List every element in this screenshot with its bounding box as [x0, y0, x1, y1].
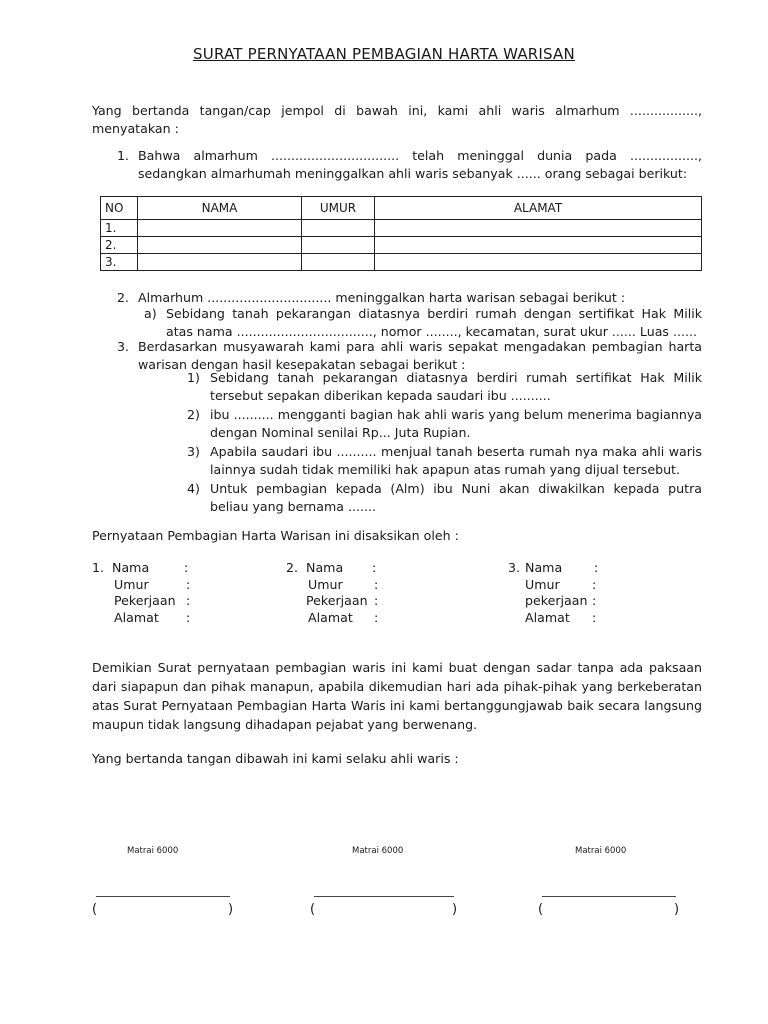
witness-umur-label: Umur	[525, 576, 560, 592]
witness-nama-label: Nama	[306, 560, 344, 575]
signature-paren-open-1: (	[92, 902, 98, 917]
col-no-header: NO	[101, 197, 138, 220]
item-3-text: Berdasarkan musyawarah kami para ahli waris sepakat mengadakan pembagian harta warisan dengan hasil kesepakatan sebagai berikut :	[138, 339, 702, 372]
witness-pekerjaan-label: pekerjaan	[525, 593, 588, 608]
cell-alamat	[375, 254, 702, 271]
cell-umur	[302, 254, 375, 271]
sub-3-label: 3)	[187, 444, 200, 459]
witness-nama-label: Nama	[525, 560, 563, 575]
witness-colon: :	[594, 560, 599, 575]
table-row	[101, 220, 702, 237]
intro-paragraph: Yang bertanda tangan/cap jempol di bawah ini, kami ahli waris almarhum ................., menyatakan :	[92, 103, 702, 136]
document-title: SURAT PERNYATAAN PEMBAGIAN HARTA WARISAN	[193, 45, 575, 63]
cell-umur	[302, 220, 375, 237]
matrai-label-1: Matrai 6000	[127, 846, 179, 856]
witness-alamat-label: Alamat	[525, 609, 570, 625]
signature-paren-close-2: )	[452, 902, 458, 917]
row-number: 1.	[101, 220, 138, 237]
sub-4-label: 4)	[187, 481, 200, 496]
sub-2-text: ibu .......... mengganti bagian hak ahli waris yang belum menerima bagiannya dengan Nominal senilai Rp... Juta Rupian.	[210, 407, 702, 440]
witness-colon: :	[374, 576, 379, 592]
item-2a-label: a)	[144, 306, 157, 321]
table-row	[101, 237, 702, 254]
cell-nama	[138, 237, 302, 254]
witness-colon: :	[592, 576, 597, 592]
witness-umur-label: Umur	[114, 576, 149, 592]
witness-colon: :	[374, 609, 379, 625]
item-1-text: Bahwa almarhum ................................ telah meninggal dunia pada ................., sedangkan almarhumah meninggalkan ahli waris sebanyak ...... orang sebagai berikut:	[138, 148, 702, 181]
sub-1-text: Sebidang tanah pekarangan diatasnya berdiri rumah sertifikat Hak Milik tersebut sepakan diberikan kepada saudari ibu ..........	[210, 370, 702, 403]
col-umur-header: UMUR	[302, 197, 375, 220]
item-1-number: 1.	[117, 148, 130, 163]
signature-line-1	[96, 896, 230, 897]
witness-colon: :	[592, 593, 597, 608]
witness-block-3	[508, 560, 598, 626]
witness-colon: :	[372, 560, 377, 575]
cell-nama	[138, 220, 302, 237]
witness-nama-label: Nama	[112, 560, 150, 575]
signature-paren-close-3: )	[674, 902, 680, 917]
signature-paren-open-2: (	[310, 902, 316, 917]
heirs-table	[100, 196, 702, 271]
witness-colon: :	[186, 576, 191, 592]
witness-block-1	[92, 560, 190, 626]
col-alamat-header: ALAMAT	[375, 197, 702, 220]
signature-line-3	[542, 896, 676, 897]
signature-line-2	[314, 896, 454, 897]
sub-4-text: Untuk pembagian kepada (Alm) ibu Nuni akan diwakilkan kepada putra beliau yang bernama .......	[210, 481, 702, 514]
sub-3-text: Apabila saudari ibu .......... menjual tanah beserta rumah nya maka ahli waris lainnya sudah tidak memiliki hak apapun atas rumah yang dijual tersebut.	[210, 444, 702, 477]
signature-paren-open-3: (	[538, 902, 544, 917]
witness-colon: :	[186, 609, 191, 625]
cell-alamat	[375, 220, 702, 237]
sub-1-label: 1)	[187, 370, 200, 385]
witness-number: 3.	[508, 560, 521, 575]
row-number: 2.	[101, 237, 138, 254]
item-2a-text: Sebidang tanah pekarangan diatasnya berdiri rumah dengan sertifikat Hak Milik atas nama .................................., nomor ........, kecamatan, surat ukur ...... Luas ......	[166, 306, 702, 339]
cell-nama	[138, 254, 302, 271]
matrai-label-3: Matrai 6000	[575, 846, 627, 856]
table-row	[101, 254, 702, 271]
witness-colon: :	[186, 593, 191, 608]
witness-number: 2.	[286, 560, 299, 575]
witness-pekerjaan-label: Pekerjaan	[114, 593, 176, 608]
witness-pekerjaan-label: Pekerjaan	[306, 593, 368, 608]
witness-alamat-label: Alamat	[114, 609, 159, 625]
witness-intro: Pernyataan Pembagian Harta Warisan ini disaksikan oleh :	[92, 528, 459, 543]
witness-number: 1.	[92, 560, 105, 575]
closing-paragraph: Demikian Surat pernyataan pembagian waris ini kami buat dengan sadar tanpa ada paksaan dari siapapun dan pihak manapun, apabila dikemudian hari ada pihak-pihak yang berkeberatan atas Surat Pernyataan Pembagian Harta Waris ini kami bertanggungjawab baik secara langsung maupun tidak langsung dihadapan pejabat yang berwenang.	[92, 660, 702, 732]
item-3-number: 3.	[117, 339, 130, 354]
signature-paren-close-1: )	[228, 902, 234, 917]
witness-alamat-label: Alamat	[308, 609, 353, 625]
sub-2-label: 2)	[187, 407, 200, 422]
item-2-number: 2.	[117, 290, 130, 305]
table-header-row	[101, 197, 702, 220]
col-nama-header: NAMA	[138, 197, 302, 220]
witness-colon: :	[184, 560, 189, 575]
matrai-label-2: Matrai 6000	[352, 846, 404, 856]
cell-alamat	[375, 237, 702, 254]
witness-colon: :	[592, 609, 597, 625]
row-number: 3.	[101, 254, 138, 271]
witness-umur-label: Umur	[308, 576, 343, 592]
witness-block-2	[286, 560, 378, 626]
signers-intro: Yang bertanda tangan dibawah ini kami selaku ahli waris :	[92, 751, 459, 766]
witness-colon: :	[374, 593, 379, 608]
cell-umur	[302, 237, 375, 254]
item-2-text: Almarhum ............................... meninggalkan harta warisan sebagai berikut :	[138, 290, 626, 305]
